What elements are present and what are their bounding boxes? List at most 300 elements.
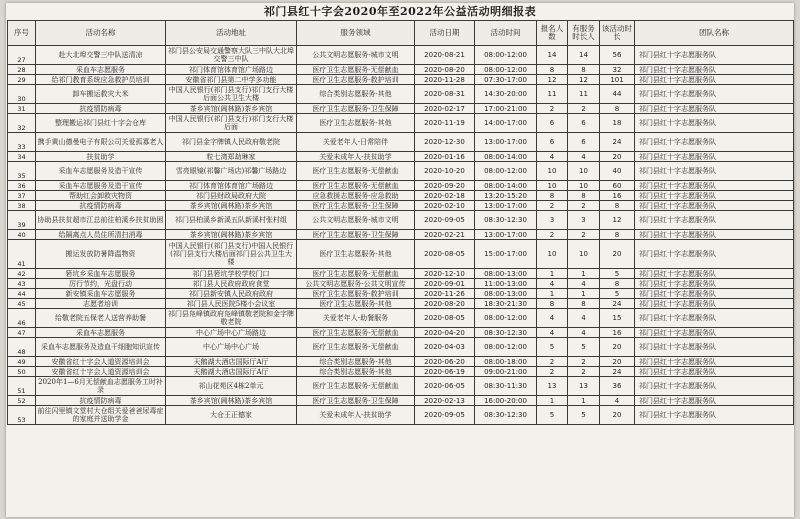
table-cell-team-name: 祁门县红十字志愿服务队 xyxy=(635,328,794,338)
table-cell-with-hours-count: 8 xyxy=(568,299,600,309)
table-cell-seq: 41 xyxy=(8,240,36,269)
table-cell-activity-hours: 36 xyxy=(600,377,635,396)
table-cell-signup-count: 3 xyxy=(537,211,568,230)
table-cell-with-hours-count: 4 xyxy=(568,328,600,338)
table-cell-service-area: 医疗卫生志愿服务-其他 xyxy=(297,114,415,133)
table-cell-service-area: 医疗卫生志愿服务-救护培训 xyxy=(297,289,415,299)
table-cell-activity-name: 前往闪里镇文堂村大仓组关爱爸爸尿毒症的家庭并送助学金 xyxy=(37,407,164,423)
table-cell-service-area: 医疗卫生志愿服务-卫生保障 xyxy=(297,230,415,240)
table-cell-team-name: 祁门县红十字志愿服务队 xyxy=(635,338,794,357)
table-cell-address: 安徽省祁门县第二中学多功能 xyxy=(166,75,297,85)
table-cell-with-hours-count: 2 xyxy=(568,230,600,240)
table-cell-time: 08:00-13:00 xyxy=(475,269,537,279)
table-cell-date: 2020-02-10 xyxy=(415,201,475,211)
table-cell-seq: 50 xyxy=(8,367,36,377)
table-cell-service-area: 医疗卫生志愿服务-卫生保障 xyxy=(297,396,415,406)
table-cell-activity-name: 抗疫情防病毒 xyxy=(36,104,166,114)
table-cell-signup-count: 6 xyxy=(537,133,568,152)
table-cell-with-hours-count: 13 xyxy=(568,377,600,396)
table-cell-date: 2020-09-05 xyxy=(415,406,475,425)
table-cell-with-hours-count: 5 xyxy=(568,406,600,425)
table-cell-activity-hours: 20 xyxy=(600,152,635,162)
table-cell-seq: 43 xyxy=(8,279,36,289)
table-cell-team-name: 祁门县红十字志愿服务队 xyxy=(635,211,794,230)
table-cell-seq: 29 xyxy=(8,75,36,85)
table-cell-address: 祁门县新安镇人民政府政府 xyxy=(166,289,297,299)
table-cell-service-area: 医疗卫生志愿服务-卫生保障 xyxy=(297,104,415,114)
table-cell-activity-name: 给祁门教育系统应急救护员培训 xyxy=(36,75,166,85)
col-header: 报名人数 xyxy=(537,21,568,46)
table-cell-time: 08:00-12:00 xyxy=(475,309,537,328)
table-cell-seq: 34 xyxy=(8,152,36,162)
table-cell-seq: 30 xyxy=(8,85,36,104)
col-header: 活动日期 xyxy=(415,21,475,46)
table-row xyxy=(8,162,794,181)
table-cell-activity-hours: 8 xyxy=(600,104,635,114)
table-cell-time: 11:00-13:00 xyxy=(475,279,537,289)
table-cell-time: 08:00-12:00 xyxy=(475,46,537,65)
table-cell-address: 茶乡宾馆(阊林路)茶乡宾馆 xyxy=(166,104,297,114)
table-cell-seq: 36 xyxy=(8,181,36,191)
table-cell-seq: 47 xyxy=(8,328,36,338)
table-cell-signup-count: 5 xyxy=(537,338,568,357)
table-cell-activity-hours: 20 xyxy=(600,406,635,425)
table-cell-signup-count: 11 xyxy=(537,85,568,104)
table-cell-team-name: 祁门县红十字志愿服务队 xyxy=(635,181,794,191)
table-cell-seq: 51 xyxy=(8,377,36,396)
table-cell-date: 2020-09-20 xyxy=(415,181,475,191)
table-cell-with-hours-count: 10 xyxy=(568,162,600,181)
table-cell-service-area: 医疗卫生志愿服务-救护培训 xyxy=(297,75,415,85)
table-cell-time: 08:30-11:30 xyxy=(475,377,537,396)
table-row xyxy=(8,201,794,211)
table-row xyxy=(8,75,794,85)
table-cell-activity-hours: 24 xyxy=(600,133,635,152)
table-cell-with-hours-count: 1 xyxy=(568,396,600,406)
table-cell-team-name: 祁门县红十字志愿服务队 xyxy=(635,367,794,377)
table-cell-team-name: 祁门县红十字志愿服务队 xyxy=(635,240,794,269)
table-cell-date: 2020-06-20 xyxy=(415,357,475,367)
table-row xyxy=(8,230,794,240)
table-cell-time: 13:00-17:00 xyxy=(475,201,537,211)
table-cell-time: 07:30-17:00 xyxy=(475,75,537,85)
table-cell-time: 08:00-14:00 xyxy=(475,181,537,191)
table-cell-seq: 27 xyxy=(8,46,36,65)
table-row xyxy=(8,338,794,357)
table-cell-date: 2020-09-05 xyxy=(415,211,475,230)
table-cell-with-hours-count: 2 xyxy=(568,104,600,114)
table-cell-address: 中心广场中心广场 xyxy=(166,338,297,357)
table-cell-date: 2020-08-21 xyxy=(415,46,475,65)
table-cell-team-name: 祁门县红十字志愿服务队 xyxy=(635,299,794,309)
table-cell-activity-name: 安徽省红十字会人道资源培训会 xyxy=(36,367,166,377)
table-cell-activity-hours: 15 xyxy=(600,309,635,328)
report-title: 祁门县红十字会2020年至2022年公益活动明细报表 xyxy=(263,5,537,18)
table-row xyxy=(8,289,794,299)
table-row xyxy=(8,299,794,309)
table-row xyxy=(8,191,794,201)
table-cell-team-name: 祁门县红十字志愿服务队 xyxy=(635,75,794,85)
table-cell-address: 祁门体育馆体育馆广场路边 xyxy=(166,65,297,75)
table-cell-signup-count: 4 xyxy=(537,279,568,289)
col-header: 该活动时长 xyxy=(600,21,635,46)
table-cell-time: 08:00-12:00 xyxy=(475,338,537,357)
table-cell-activity-name: 携手黄山德曼电子有限公司关爱孤寡老人 xyxy=(36,133,166,152)
table-cell-service-area: 医疗卫生志愿服务-其他 xyxy=(297,299,415,309)
table-header-row xyxy=(8,21,794,46)
table-cell-activity-name: 搬运发放防暑降温物资 xyxy=(36,240,166,269)
table-cell-address: 茶乡宾馆(阊林路)茶乡宾馆 xyxy=(166,396,297,406)
table-cell-activity-name: 协助县扶贫超市江总前往柏溪乡扶贫助困 xyxy=(36,211,166,230)
table-cell-activity-name: 给敬老院五保老人送营养助餐 xyxy=(36,309,166,328)
table-cell-time: 18:30-21:30 xyxy=(475,299,537,309)
table-cell-with-hours-count: 12 xyxy=(568,75,600,85)
table-cell-activity-name: 采血车志愿服务 xyxy=(36,65,166,75)
col-header: 活动时间 xyxy=(475,21,537,46)
table-cell-team-name: 祁门县红十字志愿服务队 xyxy=(635,65,794,75)
table-cell-service-area: 关爱未成年人-扶贫助学 xyxy=(297,406,415,425)
table-cell-team-name: 祁门县红十字志愿服务队 xyxy=(635,279,794,289)
table-cell-time: 08:00-18:00 xyxy=(475,357,537,367)
table-cell-team-name: 祁门县红十字志愿服务队 xyxy=(635,406,794,425)
table-cell-seq: 42 xyxy=(8,269,36,279)
table-cell-activity-name: 赴大北埠交警三中队送清凉 xyxy=(36,46,166,65)
table-cell-with-hours-count: 6 xyxy=(568,133,600,152)
table-cell-seq: 45 xyxy=(8,299,36,309)
table-cell-signup-count: 12 xyxy=(537,75,568,85)
table-cell-address: 中国人民银行(祁门县支行)中国人民银行(祁门县支行大楼后面祁门县公共卫生大楼 xyxy=(166,240,297,269)
table-cell-activity-hours: 40 xyxy=(600,162,635,181)
table-cell-signup-count: 2 xyxy=(537,357,568,367)
table-row xyxy=(8,269,794,279)
table-cell-address: 祁门县人民政府政府食堂 xyxy=(166,279,297,289)
table-cell-service-area: 医疗卫生志愿服务-无偿献血 xyxy=(297,338,415,357)
table-cell-team-name: 祁门县红十字志愿服务队 xyxy=(635,152,794,162)
table-cell-time: 08:00-12:00 xyxy=(475,162,537,181)
table-cell-with-hours-count: 2 xyxy=(568,201,600,211)
table-cell-activity-name: 采血车志愿服务 xyxy=(36,328,166,338)
table-cell-time: 15:00-17:00 xyxy=(475,240,537,269)
table-cell-time: 08:00-12:00 xyxy=(475,65,537,75)
table-cell-signup-count: 10 xyxy=(537,162,568,181)
table-row xyxy=(8,367,794,377)
table-row xyxy=(8,377,794,396)
table-cell-activity-name: 箬坑乡采血车志愿服务 xyxy=(36,269,166,279)
table-cell-time: 08:00-13:00 xyxy=(475,289,537,299)
table-cell-address: 祁门县金字牌镇人民政府敬老院 xyxy=(166,133,297,152)
table-cell-team-name: 祁门县红十字志愿服务队 xyxy=(635,114,794,133)
table-cell-seq: 53 xyxy=(8,406,36,425)
table-row xyxy=(8,211,794,230)
table-cell-seq: 38 xyxy=(8,201,36,211)
table-cell-with-hours-count: 3 xyxy=(568,211,600,230)
table-cell-with-hours-count: 2 xyxy=(568,367,600,377)
table-cell-time: 17:00-21:00 xyxy=(475,104,537,114)
col-header: 服务领域 xyxy=(297,21,415,46)
activity-table xyxy=(7,20,794,425)
table-cell-address: 祁门县箬坑学校学校门口 xyxy=(166,269,297,279)
table-cell-signup-count: 8 xyxy=(537,65,568,75)
table-cell-with-hours-count: 4 xyxy=(568,279,600,289)
table-row xyxy=(8,65,794,75)
table-cell-service-area: 综合类别志愿服务-其他 xyxy=(297,357,415,367)
table-row xyxy=(8,309,794,328)
table-cell-activity-name: 新安镇采血车志愿服务 xyxy=(36,289,166,299)
table-row xyxy=(8,406,794,425)
table-cell-with-hours-count: 14 xyxy=(568,46,600,65)
table-cell-address: 中国人民银行(祁门县支行)祁门支行大楼后面 xyxy=(166,114,297,133)
table-cell-service-area: 关爱老年人-助餐服务 xyxy=(297,309,415,328)
table-cell-activity-hours: 8 xyxy=(600,279,635,289)
table-cell-date: 2020-12-10 xyxy=(415,269,475,279)
table-cell-activity-hours: 24 xyxy=(600,367,635,377)
table-cell-date: 2020-02-21 xyxy=(415,230,475,240)
table-cell-service-area: 公共文明志愿服务-城市文明 xyxy=(297,46,415,65)
table-cell-activity-name: 采血车志愿服务及造干宣传 xyxy=(36,162,166,181)
table-cell-address: 中心广场中心广场路边 xyxy=(166,328,297,338)
table-cell-activity-hours: 44 xyxy=(600,85,635,104)
table-cell-seq: 46 xyxy=(8,309,36,328)
table-cell-seq: 48 xyxy=(8,338,36,357)
table-cell-team-name: 祁门县红十字志愿服务队 xyxy=(635,191,794,201)
table-cell-date: 2020-11-28 xyxy=(415,75,475,85)
table-cell-seq: 35 xyxy=(8,162,36,181)
table-cell-signup-count: 1 xyxy=(537,269,568,279)
table-cell-date: 2020-08-05 xyxy=(415,309,475,328)
table-cell-signup-count: 2 xyxy=(537,367,568,377)
table-cell-signup-count: 2 xyxy=(537,201,568,211)
table-cell-date: 2020-10-20 xyxy=(415,162,475,181)
table-cell-date: 2020-02-18 xyxy=(415,191,475,201)
table-cell-team-name: 祁门县红十字志愿服务队 xyxy=(635,104,794,114)
table-cell-activity-name: 卸车搬运救灾大米 xyxy=(36,85,166,104)
table-cell-date: 2020-04-03 xyxy=(415,338,475,357)
table-cell-team-name: 祁门县红十字志愿服务队 xyxy=(635,133,794,152)
table-row xyxy=(8,396,794,406)
table-cell-activity-hours: 5 xyxy=(600,289,635,299)
table-cell-activity-hours: 18 xyxy=(600,114,635,133)
table-cell-seq: 37 xyxy=(8,191,36,201)
col-header: 活动地址 xyxy=(166,21,297,46)
table-cell-activity-name: 抗疫情防病毒 xyxy=(36,396,166,406)
table-cell-signup-count: 4 xyxy=(537,152,568,162)
table-cell-date: 2020-08-05 xyxy=(415,240,475,269)
table-cell-date: 2020-02-17 xyxy=(415,104,475,114)
table-cell-signup-count: 8 xyxy=(537,191,568,201)
table-cell-activity-hours: 8 xyxy=(600,201,635,211)
table-cell-team-name: 祁门县红十字志愿服务队 xyxy=(635,309,794,328)
table-cell-seq: 49 xyxy=(8,357,36,367)
table-cell-signup-count: 6 xyxy=(537,114,568,133)
table-cell-time: 08:30-12:30 xyxy=(475,406,537,425)
table-cell-activity-hours: 4 xyxy=(600,396,635,406)
table-cell-with-hours-count: 11 xyxy=(568,85,600,104)
table-cell-date: 2020-06-19 xyxy=(415,367,475,377)
table-cell-activity-hours: 5 xyxy=(600,269,635,279)
table-cell-signup-count: 10 xyxy=(537,240,568,269)
table-cell-date: 2020-02-13 xyxy=(415,396,475,406)
table-cell-signup-count: 1 xyxy=(537,289,568,299)
table-cell-signup-count: 10 xyxy=(537,181,568,191)
table-cell-activity-name: 志愿者培训 xyxy=(36,299,166,309)
table-cell-time: 13:00-17:00 xyxy=(475,230,537,240)
table-cell-with-hours-count: 8 xyxy=(568,65,600,75)
table-cell-team-name: 祁门县红十字志愿服务队 xyxy=(635,396,794,406)
table-cell-signup-count: 2 xyxy=(537,104,568,114)
report-sheet xyxy=(6,3,794,517)
table-cell-activity-name: 给隔离点人员住所清扫消毒 xyxy=(36,230,166,240)
table-cell-seq: 32 xyxy=(8,114,36,133)
table-cell-team-name: 祁门县红十字志愿服务队 xyxy=(635,46,794,65)
table-cell-service-area: 医疗卫生志愿服务-无偿献血 xyxy=(297,162,415,181)
table-cell-service-area: 医疗卫生志愿服务-卫生保障 xyxy=(297,201,415,211)
table-cell-with-hours-count: 10 xyxy=(568,240,600,269)
table-cell-activity-name: 帮助红会卸救灾物资 xyxy=(36,191,166,201)
table-cell-activity-name: 采血车志愿服务及造血干细胞知识宣传 xyxy=(36,338,166,357)
table-cell-date: 2020-01-16 xyxy=(415,152,475,162)
col-header: 活动名称 xyxy=(36,21,166,46)
table-cell-service-area: 医疗卫生志愿服务-其他 xyxy=(297,240,415,269)
table-cell-team-name: 祁门县红十字志愿服务队 xyxy=(635,201,794,211)
table-cell-service-area: 医疗卫生志愿服务-无偿献血 xyxy=(297,377,415,396)
table-cell-activity-name: 采血车志愿服务及造干宣传 xyxy=(36,181,166,191)
table-cell-time: 08:30-12:30 xyxy=(475,211,537,230)
table-cell-activity-name: 安徽省红十字会人道资源培训会 xyxy=(36,357,166,367)
table-cell-signup-count: 4 xyxy=(537,309,568,328)
table-cell-address: 祁门县公安局交通警察大队三中队大北埠交警三中队 xyxy=(166,46,297,65)
table-cell-address: 祁门县人民医院5楼小会议室 xyxy=(166,299,297,309)
table-cell-time: 14:00-17:00 xyxy=(475,114,537,133)
table-cell-team-name: 祁门县红十字志愿服务队 xyxy=(635,162,794,181)
table-cell-signup-count: 4 xyxy=(537,328,568,338)
table-cell-address: 粒七湾郑劫琳家 xyxy=(166,152,297,162)
table-cell-team-name: 祁门县红十字志愿服务队 xyxy=(635,289,794,299)
table-cell-seq: 40 xyxy=(8,230,36,240)
table-cell-with-hours-count: 4 xyxy=(568,309,600,328)
table-cell-activity-hours: 8 xyxy=(600,230,635,240)
col-header: 序号 xyxy=(8,21,36,46)
table-cell-with-hours-count: 1 xyxy=(568,289,600,299)
table-cell-address: 祁山花苑区4栋2单元 xyxy=(166,377,297,396)
table-cell-address: 祁门体育馆体育馆广场路边 xyxy=(166,181,297,191)
table-row xyxy=(8,152,794,162)
table-cell-activity-hours: 32 xyxy=(600,65,635,75)
table-cell-address: 中国人民银行(祁门县支行)祁门支行大楼后面公共卫生大楼 xyxy=(166,85,297,104)
table-cell-activity-name: 整理搬运祁门县红十字会仓库 xyxy=(36,114,166,133)
table-cell-address: 祁门县财政局政府大院 xyxy=(166,191,297,201)
table-cell-signup-count: 8 xyxy=(537,299,568,309)
table-cell-date: 2020-06-05 xyxy=(415,377,475,396)
table-cell-service-area: 综合类别志愿服务-其他 xyxy=(297,85,415,104)
table-cell-with-hours-count: 6 xyxy=(568,114,600,133)
table-cell-team-name: 祁门县红十字志愿服务队 xyxy=(635,85,794,104)
table-cell-activity-hours: 20 xyxy=(600,338,635,357)
table-cell-seq: 33 xyxy=(8,133,36,152)
table-cell-activity-hours: 56 xyxy=(600,46,635,65)
table-cell-date: 2020-08-20 xyxy=(415,299,475,309)
table-cell-seq: 28 xyxy=(8,65,36,75)
table-cell-activity-hours: 20 xyxy=(600,357,635,367)
table-cell-activity-name: 厉行节约，光盘行动 xyxy=(36,279,166,289)
table-cell-activity-hours: 60 xyxy=(600,181,635,191)
table-cell-team-name: 祁门县红十字志愿服务队 xyxy=(635,269,794,279)
table-cell-team-name: 祁门县红十字志愿服务队 xyxy=(635,230,794,240)
table-cell-activity-hours: 101 xyxy=(600,75,635,85)
table-cell-with-hours-count: 1 xyxy=(568,269,600,279)
table-cell-service-area: 公共文明志愿服务-公共文明宣传 xyxy=(297,279,415,289)
table-cell-activity-hours: 24 xyxy=(600,299,635,309)
table-cell-address: 大仓王正德家 xyxy=(166,406,297,425)
table-cell-service-area: 应急救援志愿服务-应急救助 xyxy=(297,191,415,201)
table-row xyxy=(8,328,794,338)
table-cell-activity-name: 2020年1—6月无偿献血志愿服务工时补录 xyxy=(36,377,166,396)
table-cell-activity-name: 扶贫助学 xyxy=(36,152,166,162)
table-cell-team-name: 祁门县红十字志愿服务队 xyxy=(635,357,794,367)
table-cell-signup-count: 2 xyxy=(537,230,568,240)
table-cell-date: 2020-11-26 xyxy=(415,289,475,299)
table-cell-activity-hours: 12 xyxy=(600,211,635,230)
table-row xyxy=(8,240,794,269)
table-row xyxy=(8,357,794,367)
table-cell-activity-name: 抗疫情防病毒 xyxy=(36,201,166,211)
table-cell-address: 茶乡宾馆(阊林路)茶乡宾馆 xyxy=(166,201,297,211)
table-cell-service-area: 公共文明志愿服务-城市文明 xyxy=(297,211,415,230)
table-cell-address: 雪亮眼镜(祁馨广场店)祁馨广场路边 xyxy=(166,162,297,181)
table-cell-seq: 31 xyxy=(8,104,36,114)
table-cell-activity-hours: 16 xyxy=(600,328,635,338)
table-row xyxy=(8,114,794,133)
table-cell-time: 08:30-12:30 xyxy=(475,328,537,338)
table-cell-time: 08:00-14:00 xyxy=(475,152,537,162)
table-cell-date: 2020-12-30 xyxy=(415,133,475,152)
table-cell-service-area: 医疗卫生志愿服务-无偿献血 xyxy=(297,328,415,338)
table-cell-activity-hours: 16 xyxy=(600,191,635,201)
table-cell-with-hours-count: 5 xyxy=(568,338,600,357)
table-cell-address: 祁门县凫峰镇政府凫峰镇敬老院和金字牌敬老院 xyxy=(166,309,297,328)
table-cell-with-hours-count: 10 xyxy=(568,181,600,191)
table-cell-address: 天鹅湖大酒店国际厅A厅 xyxy=(166,357,297,367)
table-row xyxy=(8,104,794,114)
table-cell-time: 13:20-15:20 xyxy=(475,191,537,201)
table-row xyxy=(8,181,794,191)
table-cell-seq: 52 xyxy=(8,396,36,406)
col-header: 团队名称 xyxy=(635,21,794,46)
table-cell-service-area: 关爱老年人-日常陪伴 xyxy=(297,133,415,152)
table-cell-date: 2020-04-20 xyxy=(415,328,475,338)
table-cell-team-name: 祁门县红十字志愿服务队 xyxy=(635,377,794,396)
table-cell-service-area: 医疗卫生志愿服务-无偿献血 xyxy=(297,181,415,191)
table-cell-address: 祁门县柏溪乡新溪五队新溪村张村组 xyxy=(166,211,297,230)
table-cell-signup-count: 14 xyxy=(537,46,568,65)
table-row xyxy=(8,133,794,152)
table-cell-seq: 44 xyxy=(8,289,36,299)
table-cell-activity-hours: 20 xyxy=(600,240,635,269)
table-cell-signup-count: 13 xyxy=(537,377,568,396)
table-cell-time: 13:00-17:00 xyxy=(475,133,537,152)
table-cell-with-hours-count: 2 xyxy=(568,357,600,367)
table-cell-seq: 39 xyxy=(8,211,36,230)
table-cell-date: 2020-09-01 xyxy=(415,279,475,289)
table-row xyxy=(8,279,794,289)
table-cell-address: 茶乡宾馆(阊林路)茶乡宾馆 xyxy=(166,230,297,240)
table-row xyxy=(8,46,794,65)
table-cell-signup-count: 1 xyxy=(537,396,568,406)
table-cell-time: 14:30-20:00 xyxy=(475,85,537,104)
table-cell-date: 2020-11-19 xyxy=(415,114,475,133)
table-cell-address: 天鹅湖大酒店国际厅A厅 xyxy=(166,367,297,377)
table-cell-service-area: 综合类别志愿服务-其他 xyxy=(297,367,415,377)
table-row xyxy=(8,85,794,104)
